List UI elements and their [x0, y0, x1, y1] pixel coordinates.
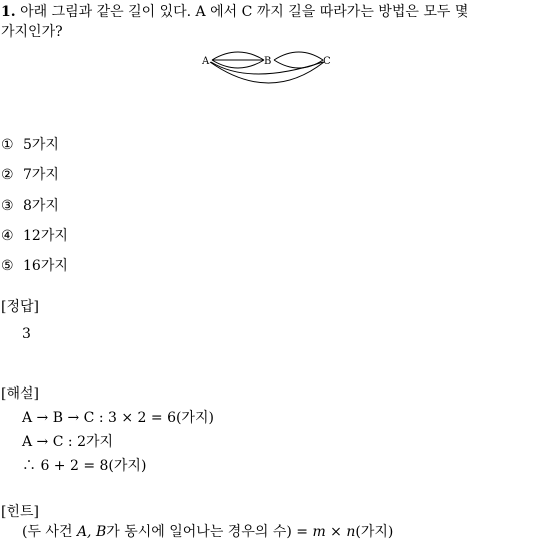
choice-4[interactable]	[1, 226, 68, 246]
question-line-2: 가지인가?	[1, 24, 63, 40]
hint-prefix: (두 사건	[22, 524, 73, 540]
choice-1-text: 5가지	[23, 137, 59, 153]
choice-2-mark: ②	[1, 167, 14, 183]
node-c-label: C	[323, 56, 331, 67]
choice-3[interactable]	[1, 196, 59, 216]
hint-text	[22, 522, 393, 542]
hint-suffix: 가 동시에 일어나는 경우의 수) =	[106, 524, 308, 540]
choice-1[interactable]	[1, 135, 59, 155]
choice-3-mark: ③	[1, 198, 14, 214]
route-ab-upper	[212, 52, 264, 60]
question-text-1: 아래 그림과 같은 길이 있다. A 에서 C 까지 길을 따라가는 방법은 모두 몇	[20, 4, 469, 20]
choice-5-mark: ⑤	[1, 258, 14, 274]
choice-2-text: 7가지	[23, 167, 59, 183]
explanation-line-1: A → B → C : 3 × 2 = 6(가지)	[22, 410, 214, 426]
answer-value: 3	[22, 326, 31, 342]
node-a-label: A	[202, 56, 210, 67]
answer-label: [정답]	[1, 299, 39, 315]
hint-var-a: A,	[76, 524, 92, 540]
hint-formula-n: n	[346, 524, 356, 540]
hint-var-b: B	[95, 524, 107, 540]
question-line-1	[1, 2, 468, 22]
choice-4-text: 12가지	[23, 228, 68, 244]
explanation-line-3: ∴ 6 + 2 = 8(가지)	[22, 458, 147, 474]
hint-label: [힌트]	[1, 504, 39, 520]
route-bc-upper	[274, 52, 323, 60]
choice-3-text: 8가지	[23, 198, 59, 214]
choice-5-text: 16가지	[23, 258, 68, 274]
question-number: 1.	[1, 4, 16, 20]
node-b-label: B	[264, 56, 272, 67]
hint-times: ×	[330, 524, 342, 540]
choice-5[interactable]	[1, 256, 68, 276]
explanation-line-2: A → C : 2가지	[22, 434, 114, 450]
choice-1-mark: ①	[1, 137, 14, 153]
hint-formula-m: m	[312, 524, 326, 540]
path-diagram	[200, 46, 340, 94]
choice-4-mark: ④	[1, 228, 14, 244]
hint-formula-unit: (가지)	[355, 524, 394, 540]
explanation-label: [해설]	[1, 386, 39, 402]
choice-2[interactable]	[1, 165, 59, 185]
